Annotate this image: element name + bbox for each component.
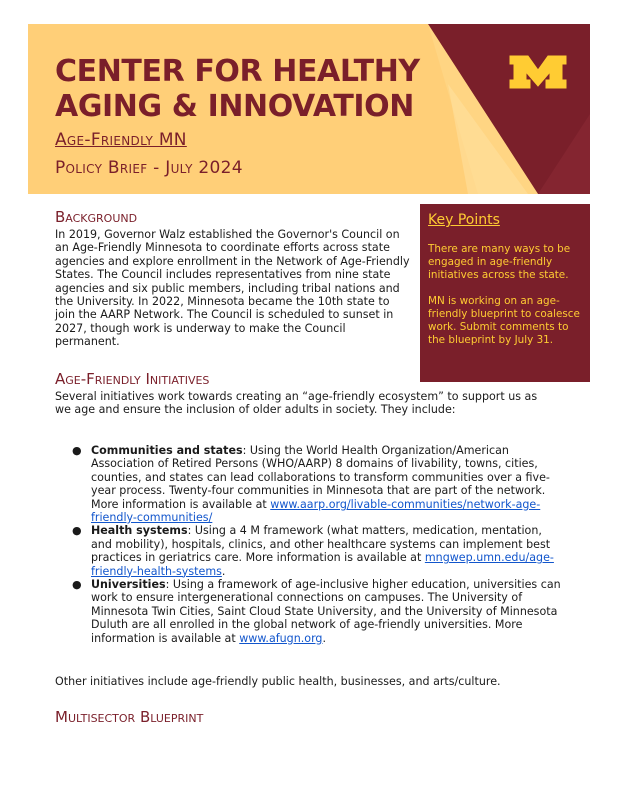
bullet-icon: ●: [72, 524, 82, 538]
list-item: [72, 444, 562, 524]
item-text: : Using the World Health Organization/American Association of Retired Persons (WHO/AARP) 8 domains of livability, towns, cities, counties, and states can lead collaborations to transform communities over a five-year process. Twenty-four communities in Minnesota that are part of the network. More information is available at: [91, 444, 550, 511]
initiatives-list: [72, 444, 562, 645]
header-banner: [28, 24, 590, 194]
university-m-logo-icon: [508, 52, 568, 96]
item-label: Universities: [91, 578, 166, 592]
initiatives-intro: Several initiatives work towards creating an “age-friendly ecosystem” to support us as we age and ensure the inclusion of older adults in society. They include:: [55, 390, 538, 417]
aarp-link[interactable]: www.aarp.org/livable-communities/network-age-friendly-communities/: [91, 497, 541, 525]
health-systems-link[interactable]: mngwep.umn.edu/age-friendly-health-systems: [91, 551, 554, 578]
document-subtitle: Policy Brief - July 2024: [55, 158, 243, 178]
bullet-icon: ●: [72, 578, 82, 592]
initiatives-heading: Age-Friendly Initiatives: [55, 370, 210, 388]
list-item: [72, 578, 562, 645]
page-title: [55, 54, 420, 124]
title-line-1: CENTER FOR HEALTHY: [55, 54, 420, 89]
item-after: .: [221, 564, 226, 578]
background-paragraph: In 2019, Governor Walz established the Governor's Council on an Age-Friendly Minnesota to coordinate efforts across state agencies and explore enrollment in the Network of Age-Friendly States. The Council includes representatives from nine state agencies and six public members, including tribal nations and the University. In 2022, Minnesota became the 10th state to join the AARP Network. The Council is scheduled to sunset in 2027, though work is underway to make the Council permanent.: [55, 228, 410, 349]
key-points-title: Key Points: [428, 212, 500, 228]
item-after: .: [322, 631, 327, 645]
key-point-item: MN is working on an age-friendly blueprint to coalesce work. Submit comments to the blueprint by July 31.: [428, 295, 580, 346]
header-triangle-pattern: [418, 24, 590, 194]
blueprint-heading: Multisector Blueprint: [55, 708, 204, 726]
background-heading: Background: [55, 208, 138, 226]
item-text: : Using a framework of age-inclusive higher education, universities can work to ensure intergenerational connections on campuses. The University of Minnesota Twin Cities, Saint Cloud State University, and the University of Minnesota Duluth are all enrolled in the global network of age-friendly universities. More information is available at: [91, 578, 561, 645]
program-subtitle: Age-Friendly MN: [55, 130, 187, 150]
header-maroon-panel: [418, 24, 590, 194]
bullet-icon: ●: [72, 444, 82, 457]
list-item: [72, 524, 562, 578]
afugn-link[interactable]: www.afugn.org: [239, 631, 323, 645]
other-initiatives-text: Other initiatives include age-friendly public health, businesses, and arts/culture.: [55, 675, 501, 688]
item-label: Communities and states: [91, 444, 243, 457]
key-points-box: [420, 204, 590, 382]
item-label: Health systems: [91, 524, 188, 538]
item-text: : Using a 4 M framework (what matters, medication, mentation, and mobility), hospitals, clinics, and other healthcare systems can implement best practices in geriatrics care. More information is available at: [91, 524, 551, 565]
key-point-item: There are many ways to be engaged in age-friendly initiatives across the state.: [428, 243, 571, 281]
title-line-2: AGING & INNOVATION: [55, 89, 414, 124]
